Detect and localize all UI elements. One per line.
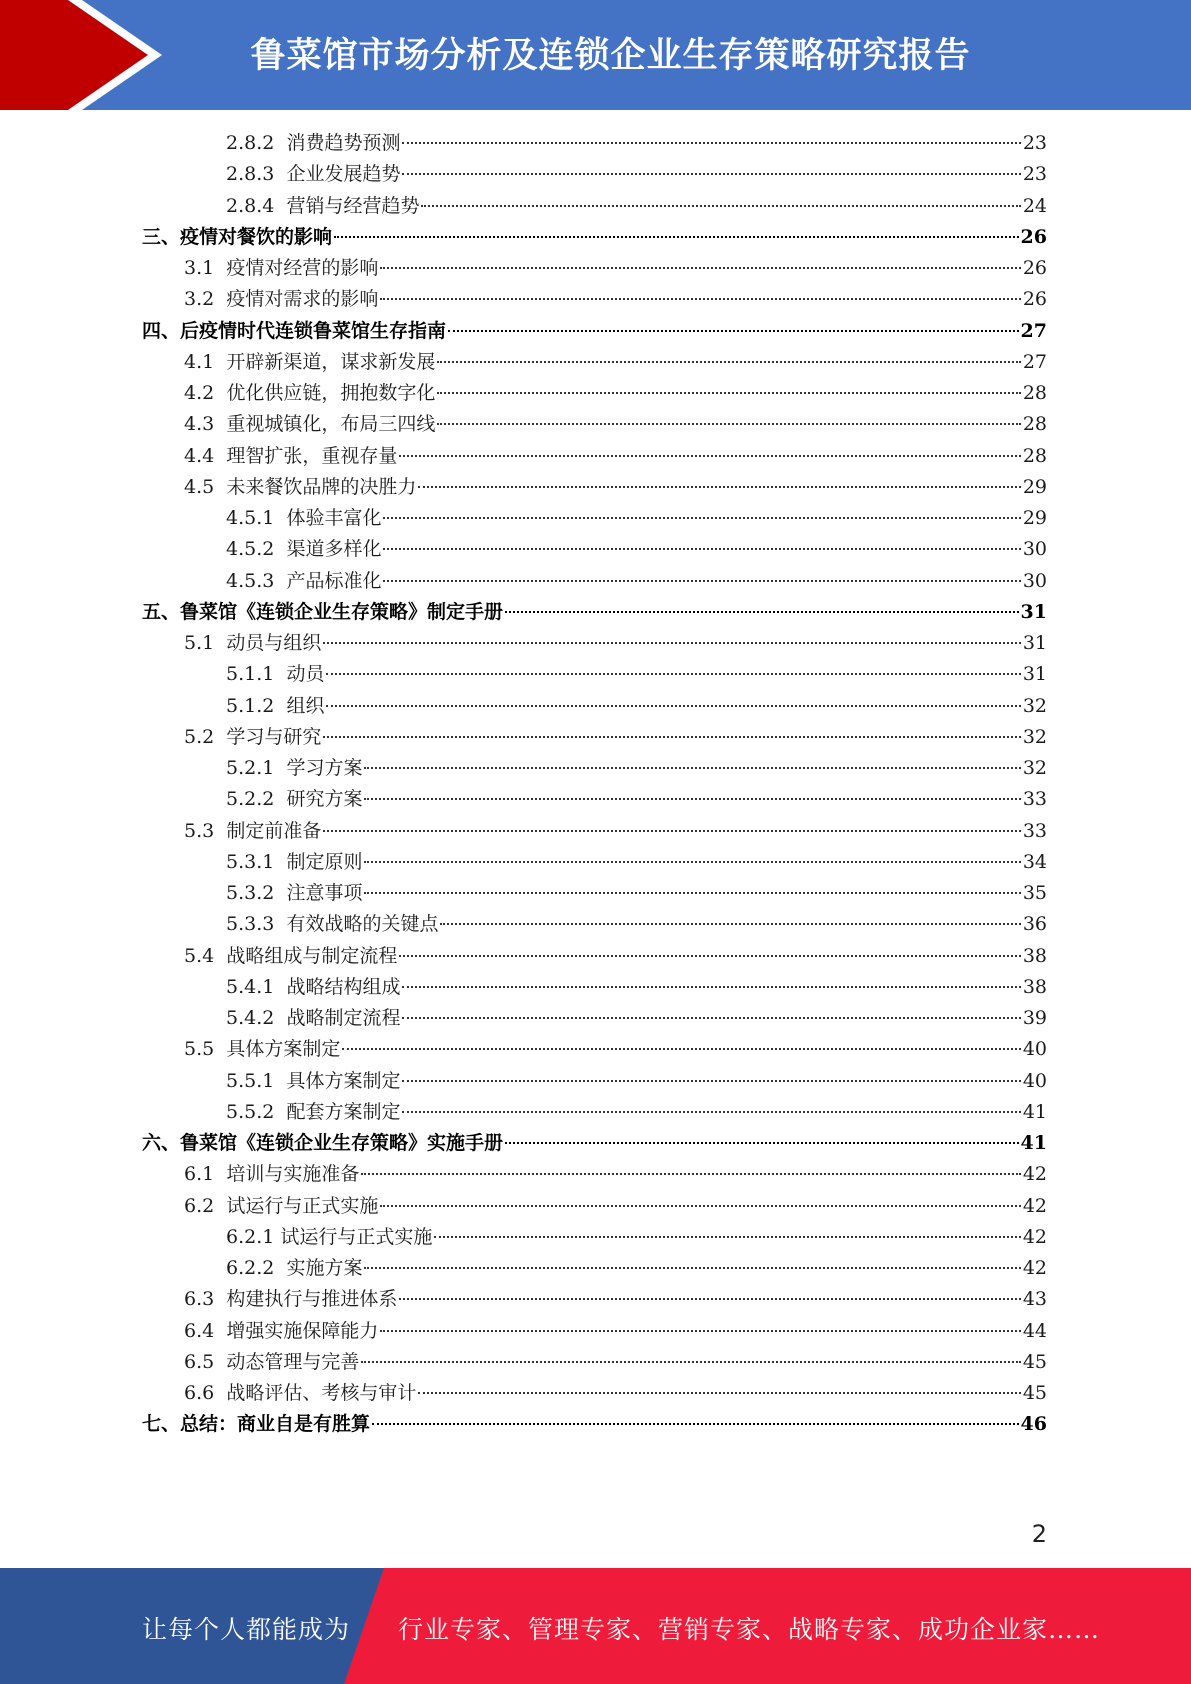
toc-leader-dots: [364, 861, 1020, 863]
toc-entry-label: 体验丰富化: [286, 507, 382, 529]
toc-entry-label: 疫情对经营的影响: [226, 257, 379, 279]
toc-leader-dots: [383, 548, 1020, 550]
toc-entry-label: 渠道多样化: [286, 538, 382, 561]
toc-entry-number: 2.8.4: [226, 194, 275, 217]
toc-entry-page: 32: [1022, 694, 1047, 717]
toc-leader-dots: [437, 423, 1020, 425]
toc-leader-dots: [323, 642, 1020, 644]
toc-entry-label: 五、鲁菜馆《连锁企业生存策略》制定手册: [142, 600, 504, 623]
toc-entry-page: 38: [1022, 975, 1047, 998]
toc-entry-label: 未来餐饮品牌的决胜力: [226, 475, 417, 498]
toc-entry-number: 4.5: [184, 475, 215, 498]
toc-entry-number: 6.5: [184, 1350, 215, 1373]
toc-entry-label: 动员与组织: [226, 632, 322, 654]
toc-entry[interactable]: [184, 347, 1047, 375]
toc-entry-page: 38: [1022, 944, 1047, 967]
toc-entry[interactable]: [184, 409, 1047, 437]
toc-entry-label: 学习与研究: [226, 725, 322, 748]
toc-entry-page: 39: [1022, 1007, 1047, 1029]
toc-leader-dots: [402, 173, 1020, 175]
toc-entry[interactable]: [142, 316, 1047, 344]
toc-entry-number: 2.8.2: [226, 132, 275, 154]
toc-entry-number: 3.2: [184, 288, 215, 311]
toc-leader-dots: [334, 236, 1019, 238]
toc-entry-page: 40: [1022, 1038, 1047, 1061]
toc-entry-number: 4.5.3: [226, 569, 275, 592]
toc-entry[interactable]: [226, 909, 1047, 937]
toc-entry[interactable]: [226, 972, 1047, 1000]
toc-leader-dots: [421, 205, 1020, 207]
toc-leader-dots: [380, 298, 1020, 300]
toc-entry-label: 组织: [286, 694, 325, 717]
toc-entry-page: 41: [1022, 1100, 1047, 1123]
toc-entry-page: 29: [1022, 475, 1047, 498]
toc-entry-number: 5.5.2: [226, 1100, 275, 1123]
toc-entry-page: 33: [1022, 819, 1047, 842]
toc-entry-page: 28: [1022, 444, 1047, 467]
toc-entry[interactable]: [226, 659, 1047, 687]
page-number: 2: [1031, 1520, 1047, 1548]
toc-entry-page: 28: [1022, 413, 1047, 436]
toc-entry-number: 6.2: [184, 1194, 215, 1217]
toc-entry-label: 企业发展趋势: [286, 163, 401, 186]
toc-entry-label: 六、鲁菜馆《连锁企业生存策略》实施手册: [142, 1132, 504, 1154]
toc-entry-number: 5.2.2: [226, 788, 275, 811]
toc-entry-label: 培训与实施准备: [226, 1163, 360, 1186]
toc-leader-dots: [418, 1392, 1020, 1394]
toc-entry-label: 优化供应链，拥抱数字化: [226, 382, 436, 404]
toc-entry-page: 23: [1022, 132, 1047, 154]
toc-entry[interactable]: [184, 1034, 1047, 1062]
toc-entry-page: 24: [1022, 194, 1047, 217]
toc-leader-dots: [418, 486, 1020, 488]
toc-entry[interactable]: [184, 722, 1047, 750]
toc-entry[interactable]: [226, 847, 1047, 875]
toc-entry-label: 配套方案制定: [286, 1100, 401, 1123]
toc-leader-dots: [399, 1298, 1020, 1300]
toc-leader-dots: [437, 361, 1020, 363]
toc-entry-number: 5.4.1: [226, 975, 275, 998]
toc-entry-page: 36: [1022, 913, 1047, 936]
toc-entry-page: 45: [1022, 1382, 1047, 1404]
toc-entry-label: 七、总结：商业自是有胜算: [142, 1413, 371, 1436]
toc-entry-page: 30: [1022, 569, 1047, 592]
toc-entry-label: 制定原则: [286, 850, 363, 873]
toc-entry-label: 三、疫情对餐饮的影响: [142, 225, 333, 248]
toc-entry-number: 6.2.2: [226, 1257, 275, 1279]
toc-entry-page: 31: [1020, 600, 1047, 623]
toc-entry-label: 具体方案制定: [226, 1038, 341, 1061]
toc-entry-number: 5.4: [184, 944, 215, 967]
toc-leader-dots: [448, 330, 1019, 332]
toc-entry-number: 5.1: [184, 632, 215, 654]
toc-entry-page: 35: [1022, 882, 1047, 904]
toc-leader-dots: [402, 1017, 1020, 1019]
toc-entry-number: 4.3: [184, 413, 215, 436]
toc-entry[interactable]: [226, 128, 1047, 156]
toc-entry-label: 注意事项: [286, 882, 363, 904]
toc-leader-dots: [440, 923, 1020, 925]
page-footer: [0, 1568, 1191, 1684]
toc-entry-number: 5.5: [184, 1038, 215, 1061]
toc-entry-page: 23: [1022, 163, 1047, 186]
toc-entry[interactable]: [226, 878, 1047, 906]
toc-entry-page: 33: [1022, 788, 1047, 811]
toc-entry[interactable]: [226, 1253, 1047, 1281]
toc-entry[interactable]: [226, 1066, 1047, 1094]
toc-entry-label: 制定前准备: [226, 819, 322, 842]
toc-entry-label: 疫情对需求的影响: [226, 288, 379, 311]
toc-leader-dots: [402, 1111, 1020, 1113]
toc-entry[interactable]: [142, 1409, 1047, 1437]
header-title: 鲁菜馆市场分析及连锁企业生存策略研究报告: [250, 36, 971, 76]
toc-entry[interactable]: [184, 1378, 1047, 1406]
footer-slogan-right: 行业专家、管理专家、营销专家、战略专家、成功企业家……: [398, 1615, 1101, 1644]
toc-leader-dots: [399, 455, 1020, 457]
toc-entry[interactable]: [142, 597, 1047, 625]
toc-entry-page: 42: [1022, 1257, 1047, 1279]
toc-entry-number: 4.5.2: [226, 538, 275, 561]
toc-entry-page: 42: [1022, 1163, 1047, 1186]
toc-leader-dots: [364, 798, 1020, 800]
toc-entry[interactable]: [184, 441, 1047, 469]
toc-entry-number: 5.1.1: [226, 663, 275, 686]
toc-entry-number: 5.2: [184, 725, 215, 748]
toc-entry[interactable]: [184, 628, 1047, 656]
toc-entry-label: 研究方案: [286, 788, 363, 811]
toc-entry-label: 具体方案制定: [286, 1069, 401, 1092]
toc-entry-number: 5.1.2: [226, 694, 275, 717]
toc-leader-dots: [361, 1361, 1020, 1363]
toc-leader-dots: [323, 736, 1020, 738]
toc-entry-page: 31: [1022, 632, 1047, 654]
toc-entry[interactable]: [184, 1159, 1047, 1187]
toc-entry-page: 29: [1022, 507, 1047, 529]
toc-entry[interactable]: [142, 222, 1047, 250]
toc-leader-dots: [364, 1267, 1020, 1269]
toc-entry[interactable]: [226, 784, 1047, 812]
toc-entry-page: 32: [1022, 757, 1047, 779]
toc-entry-page: 27: [1022, 350, 1047, 373]
toc-entry-label: 实施方案: [286, 1257, 363, 1279]
toc-leader-dots: [380, 1205, 1020, 1207]
toc-entry-page: 44: [1022, 1319, 1047, 1342]
toc-entry-label: 战略组成与制定流程: [226, 944, 398, 967]
toc-leader-dots: [383, 517, 1020, 519]
toc-entry-number: 6.4: [184, 1319, 215, 1342]
toc-entry-number: 5.3: [184, 819, 215, 842]
toc-entry[interactable]: [184, 378, 1047, 406]
toc-entry-label: 动员: [286, 663, 325, 686]
toc-entry-number: 6.3: [184, 1288, 215, 1311]
toc-entry[interactable]: [184, 816, 1047, 844]
toc-entry-page: 46: [1020, 1413, 1047, 1436]
toc-entry-label: 战略评估、考核与审计: [226, 1382, 417, 1404]
toc-entry-label: 消费趋势预测: [286, 132, 401, 154]
toc-leader-dots: [383, 580, 1020, 582]
toc-leader-dots: [380, 267, 1020, 269]
toc-entry[interactable]: [184, 472, 1047, 500]
toc-leader-dots: [505, 1142, 1019, 1144]
toc-entry-label: 构建执行与推进体系: [226, 1288, 398, 1311]
toc-leader-dots: [326, 705, 1020, 707]
toc-entry-page: 28: [1022, 382, 1047, 404]
toc-entry[interactable]: [226, 503, 1047, 531]
toc-entry[interactable]: [142, 1128, 1047, 1156]
toc-entry-number: 6.6: [184, 1382, 215, 1404]
toc-entry-label: 试运行与正式实施: [226, 1194, 379, 1217]
toc-entry-number: 5.5.1: [226, 1069, 275, 1092]
toc-entry-label: 重视城镇化，布局三四线: [226, 413, 436, 436]
toc-entry-page: 32: [1022, 725, 1047, 748]
toc-entry-label: 四、后疫情时代连锁鲁菜馆生存指南: [142, 319, 447, 342]
toc-entry-label: 产品标准化: [286, 569, 382, 592]
toc-entry-number: 6.1: [184, 1163, 215, 1186]
toc-entry[interactable]: [226, 159, 1047, 187]
toc-entry[interactable]: [226, 691, 1047, 719]
toc-leader-dots: [402, 1080, 1020, 1082]
toc-entry[interactable]: [184, 1284, 1047, 1312]
toc-leader-dots: [434, 1236, 1020, 1238]
toc-entry-page: 42: [1022, 1225, 1047, 1248]
page-header: [0, 0, 1191, 110]
toc-entry-label: 理智扩张，重视存量: [226, 444, 398, 467]
toc-entry-page: 26: [1020, 225, 1047, 248]
toc-entry-number: 5.4.2: [226, 1007, 275, 1029]
toc-entry-label: 战略制定流程: [286, 1007, 401, 1029]
toc-leader-dots: [402, 986, 1020, 988]
toc-entry-page: 42: [1022, 1194, 1047, 1217]
toc-entry-number: 2.8.3: [226, 163, 275, 186]
toc-leader-dots: [399, 955, 1020, 957]
toc-entry-label: 动态管理与完善: [226, 1350, 360, 1373]
toc-entry-page: 41: [1020, 1132, 1047, 1154]
toc-entry-number: 5.3.3: [226, 913, 275, 936]
toc-entry[interactable]: [226, 534, 1047, 562]
toc-entry-number: 5.2.1: [226, 757, 275, 779]
toc-entry-page: 31: [1022, 663, 1047, 686]
toc-leader-dots: [380, 1330, 1020, 1332]
toc-leader-dots: [437, 392, 1020, 394]
toc-entry-page: 26: [1022, 288, 1047, 311]
toc-entry[interactable]: [226, 753, 1047, 781]
toc-entry[interactable]: [226, 1097, 1047, 1125]
toc-entry-page: 43: [1022, 1288, 1047, 1311]
toc-leader-dots: [326, 673, 1020, 675]
toc-leader-dots: [505, 611, 1019, 613]
toc-entry-label: 试运行与正式实施: [280, 1225, 433, 1248]
toc-leader-dots: [364, 892, 1020, 894]
toc-entry-page: 27: [1020, 319, 1047, 342]
toc-leader-dots: [361, 1173, 1020, 1175]
toc-entry[interactable]: [184, 1191, 1047, 1219]
toc-entry[interactable]: [184, 284, 1047, 312]
toc-leader-dots: [364, 767, 1020, 769]
toc-entry[interactable]: [226, 191, 1047, 219]
toc-entry-number: 5.3.2: [226, 882, 275, 904]
toc-entry-label: 学习方案: [286, 757, 363, 779]
toc-entry-page: 26: [1022, 257, 1047, 279]
toc-entry-page: 45: [1022, 1350, 1047, 1373]
toc-leader-dots: [323, 830, 1020, 832]
toc-leader-dots: [342, 1048, 1020, 1050]
toc-leader-dots: [402, 142, 1020, 144]
toc-entry[interactable]: [184, 253, 1047, 281]
toc-entry-label: 营销与经营趋势: [286, 194, 420, 217]
toc-entry-number: 5.3.1: [226, 850, 275, 873]
toc-entry-label: 有效战略的关键点: [286, 913, 439, 936]
toc-entry-number: 4.4: [184, 444, 215, 467]
toc-entry[interactable]: [226, 566, 1047, 594]
toc-entry-page: 40: [1022, 1069, 1047, 1092]
toc-entry-label: 增强实施保障能力: [226, 1319, 379, 1342]
toc-entry[interactable]: [184, 941, 1047, 969]
toc-entry-page: 30: [1022, 538, 1047, 561]
toc-entry-number: 3.1: [184, 257, 215, 279]
toc-entry-number: 4.5.1: [226, 507, 275, 529]
toc-entry-number: 4.1: [184, 350, 215, 373]
toc-entry[interactable]: [184, 1316, 1047, 1344]
toc-entry-label: 开辟新渠道，谋求新发展: [226, 350, 436, 373]
toc-entry-number: 6.2.1: [226, 1225, 275, 1248]
toc-entry-page: 34: [1022, 850, 1047, 873]
toc-entry-label: 战略结构组成: [286, 975, 401, 998]
toc-entry[interactable]: [226, 1003, 1047, 1031]
footer-slogan-left: 让每个人都能成为: [142, 1615, 351, 1644]
toc-leader-dots: [372, 1423, 1019, 1425]
toc-entry-number: 4.2: [184, 382, 215, 404]
toc-entry[interactable]: [226, 1222, 1047, 1250]
toc-entry[interactable]: [184, 1347, 1047, 1375]
